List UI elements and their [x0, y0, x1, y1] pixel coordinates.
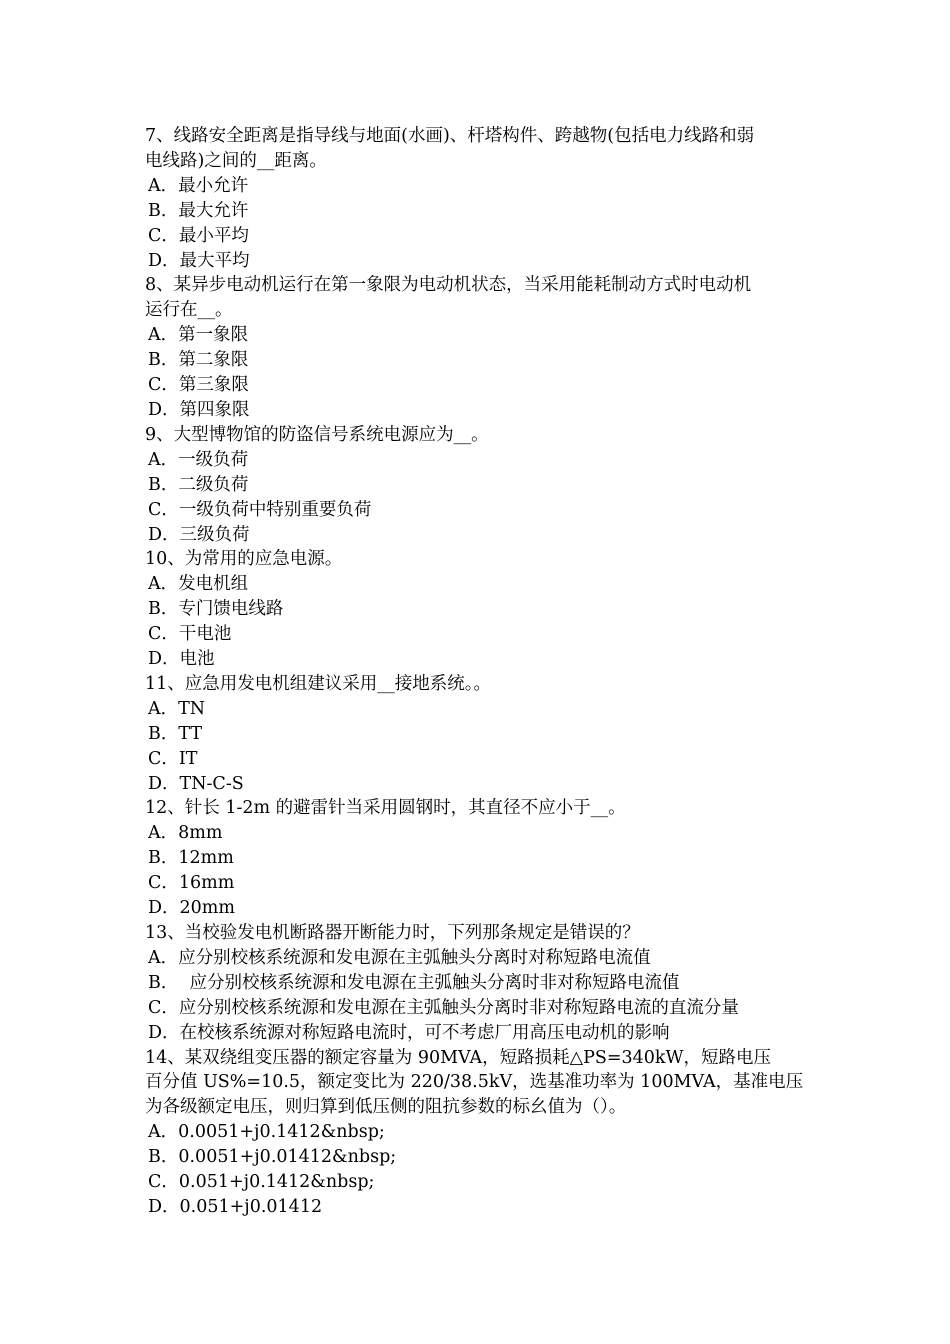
- answer-option: C．干电池: [148, 624, 232, 645]
- answer-option: D．三级负荷: [148, 524, 250, 545]
- question-stem-line: 13、当校验发电机断路器开断能力时，下列那条规定是错误的？: [145, 923, 640, 943]
- question-stem-line: 10、为常用的应急电源。: [145, 549, 343, 570]
- answer-option: C．16mm: [148, 873, 235, 894]
- question-stem-line: 8、某异步电动机运行在第一象限为电动机状态，当采用能耗制动方式时电动机: [145, 275, 752, 296]
- answer-option: B．最大允许: [148, 200, 249, 221]
- answer-option: C．第三象限: [148, 375, 249, 396]
- question-list: [145, 124, 815, 1220]
- answer-option: D．20mm: [148, 898, 235, 919]
- answer-option: B．第二象限: [148, 350, 249, 371]
- answer-option: D．在校核系统源对称短路电流时，可不考虑厂用高压电动机的影响: [148, 1022, 670, 1043]
- question-stem-line: 为各级额定电压，则归算到低压侧的阻抗参数的标幺值为（）。: [145, 1097, 627, 1118]
- answer-option: B．0.0051+j0.01412&nbsp;: [148, 1147, 397, 1168]
- answer-option: C．0.051+j0.1412&nbsp;: [148, 1172, 375, 1193]
- question-stem-line: 7、线路安全距离是指导线与地面(水画)、杆塔构件、跨越物(包括电力线路和弱: [145, 126, 755, 146]
- question-stem-line: 百分值 US%=10.5，额定变比为 220/38.5kV，选基准功率为 100MVA，基准电压: [145, 1072, 804, 1093]
- answer-option: C．最小平均: [148, 225, 249, 246]
- answer-option: C．应分别校核系统源和发电源在主弧触头分离时非对称短路电流的直流分量: [148, 997, 739, 1018]
- question-block: [145, 1046, 815, 1220]
- question-stem-line: 11、应急用发电机组建议采用__接地系统。。: [145, 673, 492, 694]
- question-stem-line: 14、某双绕组变压器的额定容量为 90MVA，短路损耗△PS=340kW，短路电压: [145, 1047, 771, 1068]
- answer-option: B．TT: [148, 723, 203, 744]
- question-block: [145, 921, 815, 1046]
- question-stem-line: 9、大型博物馆的防盗信号系统电源应为__。: [145, 424, 489, 445]
- answer-option: D．电池: [148, 649, 215, 670]
- question-block: [145, 672, 815, 797]
- question-block: [145, 273, 815, 422]
- answer-option: A．TN: [148, 698, 206, 719]
- answer-option: B．二级负荷: [148, 474, 249, 495]
- question-block: [145, 547, 815, 672]
- answer-option: B．12mm: [148, 848, 234, 869]
- answer-option: A．一级负荷: [148, 449, 249, 470]
- answer-option: B． 应分别校核系统源和发电源在主弧触头分离时非对称短路电流值: [148, 972, 680, 993]
- question-block: [145, 423, 815, 548]
- answer-option: A．0.0051+j0.1412&nbsp;: [148, 1122, 385, 1143]
- question-block: [145, 124, 815, 273]
- answer-option: D．0.051+j0.01412: [148, 1196, 323, 1217]
- answer-option: A．最小允许: [148, 175, 249, 196]
- question-block: [145, 796, 815, 921]
- answer-option: A．发电机组: [148, 574, 249, 595]
- question-stem-line: 运行在__。: [145, 300, 233, 321]
- answer-option: D．最大平均: [148, 250, 250, 271]
- question-stem-line: 12、针长 1-2m 的避雷针当采用圆钢时，其直径不应小于__。: [145, 798, 626, 819]
- answer-option: A．第一象限: [148, 325, 249, 346]
- answer-option: A．8mm: [148, 823, 223, 844]
- answer-option: C．IT: [148, 748, 198, 769]
- answer-option: D．第四象限: [148, 399, 250, 420]
- answer-option: C．一级负荷中特别重要负荷: [148, 499, 372, 520]
- question-stem-line: 电线路)之间的__距离。: [145, 150, 327, 171]
- answer-option: A．应分别校核系统源和发电源在主弧触头分离时对称短路电流值: [148, 947, 651, 968]
- answer-option: D．TN-C-S: [148, 773, 244, 794]
- answer-option: B．专门馈电线路: [148, 599, 284, 620]
